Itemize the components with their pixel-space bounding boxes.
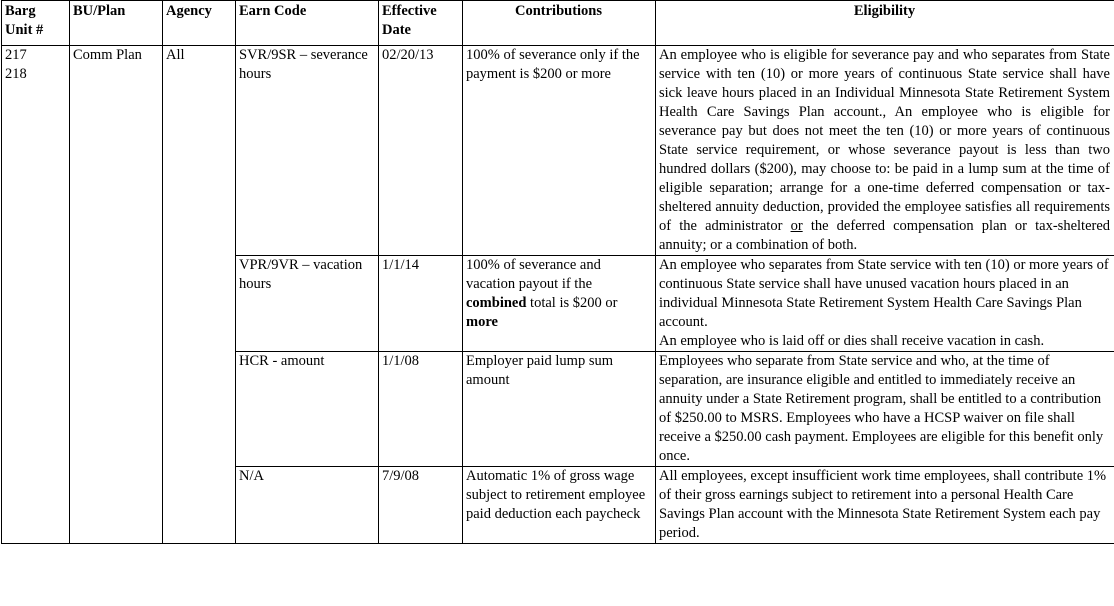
header-eligibility: Eligibility bbox=[656, 1, 1114, 46]
contributions-emphasis: combined bbox=[466, 295, 527, 311]
barg-unit-value: 217 bbox=[5, 47, 27, 63]
eligibility-paragraph: An employee who is laid off or dies shall receive vacation in cash. bbox=[659, 333, 1045, 349]
header-barg-unit-line2: Unit # bbox=[5, 22, 44, 38]
eligibility-cell bbox=[656, 46, 1114, 256]
header-agency: Agency bbox=[163, 1, 236, 46]
header-barg-unit-line1: Barg bbox=[5, 3, 36, 19]
agency-cell: All bbox=[163, 46, 236, 544]
barg-unit-value: 218 bbox=[5, 66, 27, 82]
contributions-cell: 100% of severance only if the payment is $200 or more bbox=[463, 46, 656, 256]
eligibility-text: the deferred compensation plan or tax-sheltered annuity; or a combination of both. bbox=[659, 218, 1111, 253]
earn-code-cell: SVR/9SR – severance hours bbox=[236, 46, 379, 256]
header-barg-unit bbox=[2, 1, 70, 46]
bu-plan-cell: Comm Plan bbox=[70, 46, 163, 544]
effective-date-cell: 7/9/08 bbox=[379, 467, 463, 544]
header-earn-code: Earn Code bbox=[236, 1, 379, 46]
header-contributions: Contributions bbox=[463, 1, 656, 46]
effective-date-cell: 1/1/08 bbox=[379, 352, 463, 467]
contributions-cell bbox=[463, 256, 656, 352]
eligibility-cell: All employees, except insufficient work time employees, shall contribute 1% of their gross earnings subject to retirement into a personal Health Care Savings Plan account with the Minnesota State Retirement System each pay period. bbox=[656, 467, 1114, 544]
effective-date-cell: 1/1/14 bbox=[379, 256, 463, 352]
hcsp-contributions-table bbox=[1, 0, 1114, 544]
barg-unit-cell bbox=[2, 46, 70, 544]
eligibility-cell: Employees who separate from State service and who, at the time of separation, are insurance eligible and entitled to immediately receive an annuity under a State Retirement program, shall be entitled to a contribution of $250.00 to MSRS. Employees who have a HCSP waiver on file shall receive a $250.00 cash payment. Employees are eligible for this benefit only once. bbox=[656, 352, 1114, 467]
header-effective-date-line1: Effective bbox=[382, 3, 437, 19]
header-bu-plan: BU/Plan bbox=[70, 1, 163, 46]
earn-code-cell: VPR/9VR – vacation hours bbox=[236, 256, 379, 352]
header-effective-date bbox=[379, 1, 463, 46]
table-row bbox=[2, 46, 1114, 256]
eligibility-cell bbox=[656, 256, 1114, 352]
header-effective-date-line2: Date bbox=[382, 22, 411, 38]
effective-date-cell: 02/20/13 bbox=[379, 46, 463, 256]
eligibility-text: An employee who is eligible for severance pay and who separates from State service with ten (10) or more years of continuous State service shall have sick leave hours placed in an Individual Minnesota State Retirement System Health Care Savings Plan account., An employee who is eligible for severance pay but does not meet the ten (10) or more years of continuous State service requirement, or whose severance payout is less than two hundred dollars ($200), may choose to: be paid in a lump sum at the time of eligible separation; arrange for a one-time deferred compensation or tax-sheltered annuity deduction, provided the employee satisfies all requirements of the administrator bbox=[659, 47, 1110, 234]
contributions-cell: Employer paid lump sum amount bbox=[463, 352, 656, 467]
header-row bbox=[2, 1, 1114, 46]
eligibility-paragraph: An employee who separates from State service with ten (10) or more years of continuous State service shall have unused vacation hours placed in an individual Minnesota State Retirement System Health Care Savings Plan account. bbox=[659, 257, 1109, 330]
earn-code-cell: HCR - amount bbox=[236, 352, 379, 467]
contributions-emphasis: more bbox=[466, 314, 498, 330]
contributions-text: 100% of severance and vacation payout if the bbox=[466, 257, 601, 292]
contributions-text: total is $200 or bbox=[530, 295, 618, 311]
eligibility-or-emphasis: or bbox=[790, 218, 803, 234]
earn-code-cell: N/A bbox=[236, 467, 379, 544]
contributions-cell: Automatic 1% of gross wage subject to retirement employee paid deduction each paycheck bbox=[463, 467, 656, 544]
